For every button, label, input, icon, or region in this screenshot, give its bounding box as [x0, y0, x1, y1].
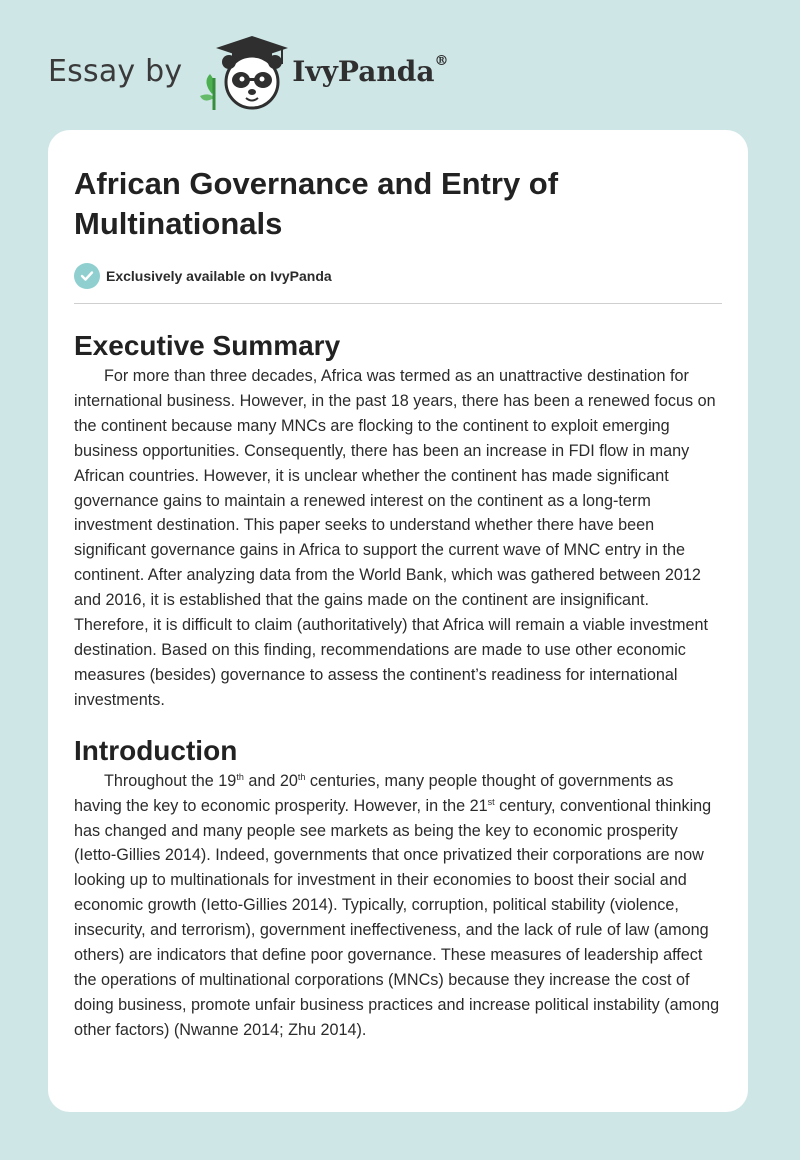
exclusive-text: Exclusively available on IvyPanda — [106, 268, 332, 284]
brand-header — [48, 34, 448, 110]
superscript: th — [297, 771, 306, 782]
registered-mark: ® — [434, 53, 449, 69]
section-heading: Introduction — [74, 734, 238, 766]
panda-graduate-icon — [196, 34, 288, 110]
section-paragraph: For more than three decades, Africa was termed as an unattractive destination for international business. However, in the past 18 years, there has been a renewed focus on the continent because many MNCs are flocking to the continent to exploit emerging business opportunities. Consequently, there has been an increase in FDI flow in many African countries. However, it is unclear whether the continent has made significant governance gains to maintain a renewed interest on the continent as a long-term investment destination. This paper seeks to understand whether there have been significant governance gains in Africa to support the current wave of MNC entry in the continent. After analyzing data from the World Bank, which was gathered between 2012 and 2016, it is established that the gains made on the continent are insignificant. Therefore, it is difficult to claim (authoritatively) that Africa will remain a viable investment destination. Based on this finding, recommendations are made to use other economic measures (besides) governance to assess the continent’s readiness for international investments. — [74, 367, 716, 709]
superscript: th — [236, 771, 244, 782]
article-title: African Governance and Entry of Multinationals — [74, 166, 559, 241]
section-heading: Executive Summary — [74, 330, 341, 361]
section-executive-summary — [74, 328, 722, 713]
section-paragraph: Throughout the 19th and 20th centuries, many people thought of governments as having the key to economic prosperity. However, in the 21st century, conventional thinking has changed and many people see markets as being the key to economic prosperity (Ietto-Gillies 2014). Indeed, governments that once privatized their corporations are now looking up to multinationals for investment in their economies to boost their social and economic growth (Ietto-Gillies 2014). Typically, corruption, political stability (violence, insecurity, and terrorism), government ineffectiveness, and the lack of rule of law (among others) are indicators that define poor governance. These measures of leadership affect the operations of multinational corporations (MNCs) because they increase the cost of doing business, promote unfair business practices and increase political instability (among other factors) (Nwanne 2014; Zhu 2014). — [74, 771, 720, 1039]
check-circle-icon — [74, 263, 100, 289]
article-card — [48, 130, 748, 1112]
section-introduction — [74, 733, 722, 1043]
essay-by-label: Essay by — [48, 54, 183, 89]
superscript: st — [487, 796, 495, 807]
brand-name: IvyPanda® — [292, 53, 449, 88]
exclusive-badge — [74, 263, 722, 289]
divider — [74, 303, 722, 304]
